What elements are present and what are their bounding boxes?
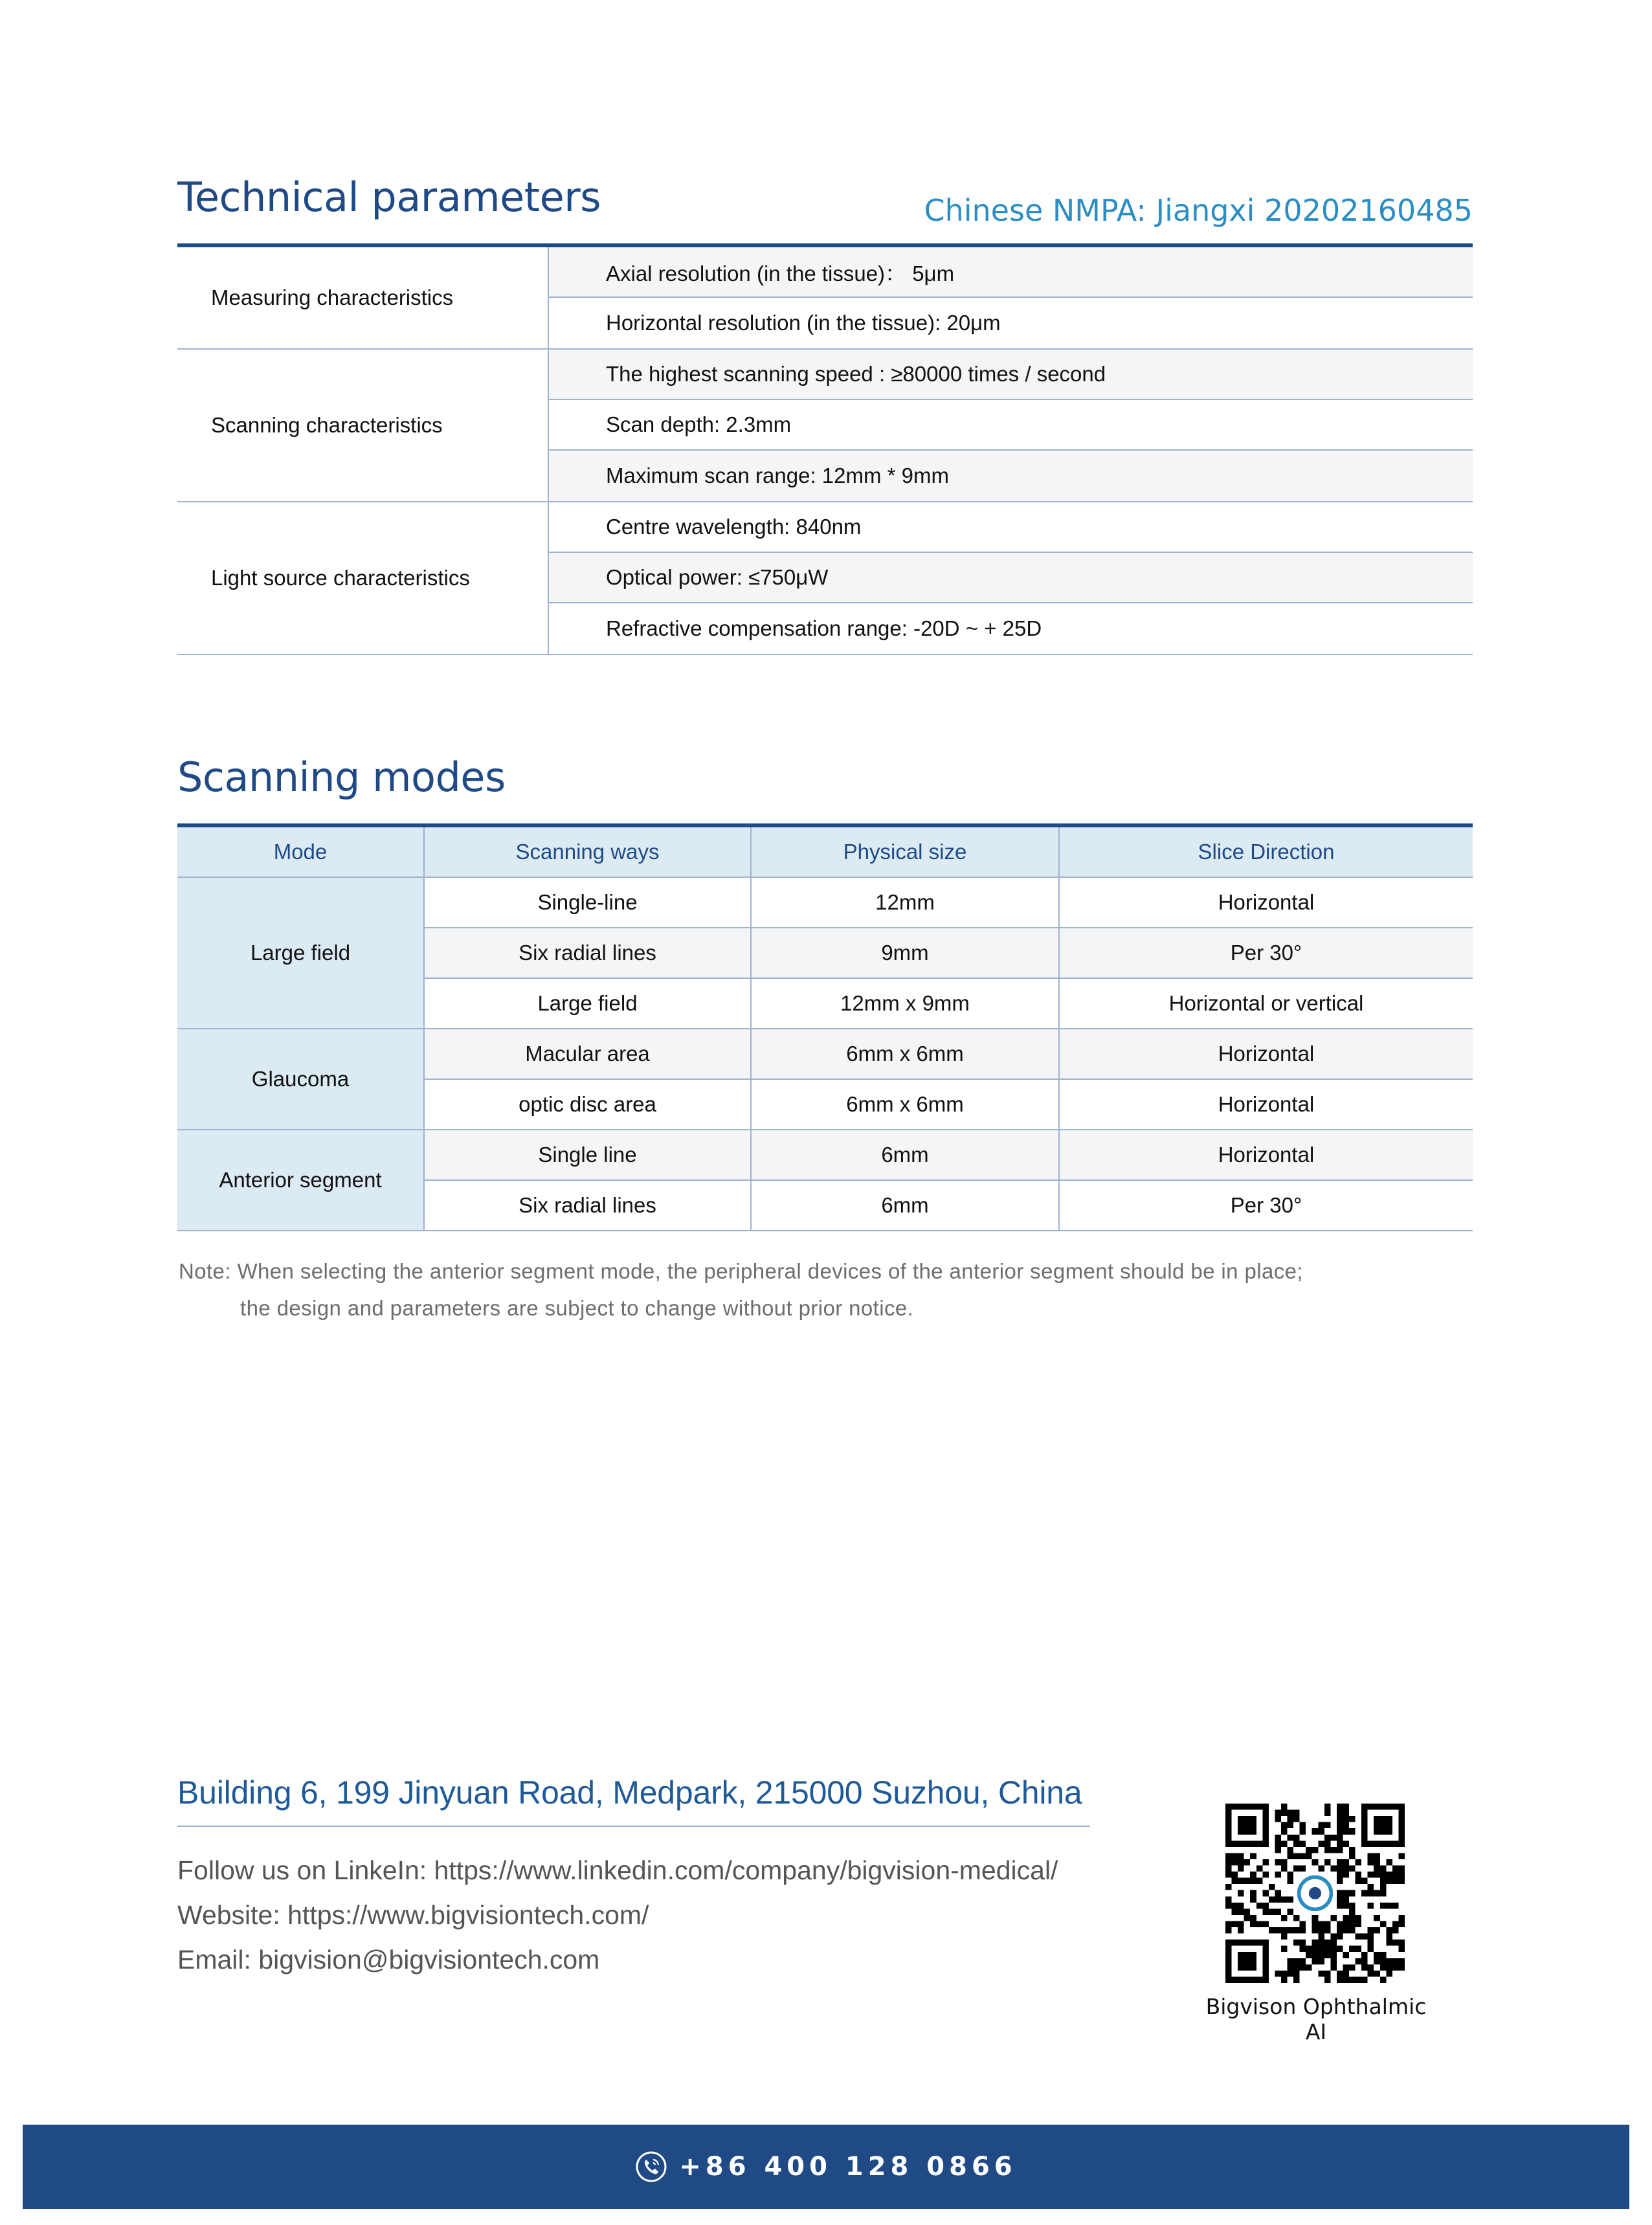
table-cell: Per 30° [1059,928,1473,978]
tp-value: Axial resolution (in the tissue)： 5μm [549,247,1473,298]
tp-value: Maximum scan range: 12mm * 9mm [549,451,1473,501]
table-cell: 12mm x 9mm [751,978,1059,1029]
table-cell: Six radial lines [424,1180,751,1231]
table-cell: Horizontal or vertical [1059,978,1473,1029]
tp-value: Scan depth: 2.3mm [549,400,1473,451]
note-line-2: the design and parameters are subject to change without prior notice. [240,1296,914,1320]
website-link[interactable]: Website: https://www.bigvisiontech.com/ [177,1900,649,1930]
email-link[interactable]: Email: bigvision@bigvisiontech.com [177,1945,600,1974]
table-cell: Horizontal [1059,1079,1473,1130]
column-header-mode: Mode [177,825,424,877]
tp-group-label: Measuring characteristics [177,247,549,348]
table-cell: Six radial lines [424,928,751,978]
table-header-row [177,825,1473,877]
table-cell: 12mm [751,877,1059,928]
table-cell: Horizontal [1059,877,1473,928]
table-row [177,1130,1473,1180]
mode-cell: Anterior segment [177,1130,424,1231]
divider [177,1826,1090,1827]
table-cell: Horizontal [1059,1130,1473,1180]
table-cell: Macular area [424,1029,751,1079]
tp-group-label: Light source characteristics [177,502,549,654]
linkedin-link[interactable]: Follow us on LinkeIn: https://www.linkedin.com/company/bigvision-medical/ [177,1855,1058,1885]
tp-value: The highest scanning speed : ≥80000 times / second [549,350,1473,400]
tp-value: Horizontal resolution (in the tissue): 20μm [606,311,1001,335]
nmpa-registration: Chinese NMPA: Jiangxi 20202160485 [924,193,1473,228]
table-cell: optic disc area [424,1079,751,1130]
table-cell: Horizontal [1059,1029,1473,1079]
mode-cell: Glaucoma [177,1029,424,1130]
table-cell: Large field [424,978,751,1029]
tp-group-measuring [177,247,1473,350]
table-row [177,877,1473,928]
technical-parameters-table [177,243,1473,655]
tp-value: Optical power: ≤750μW [549,553,1473,603]
table-cell: 6mm [751,1130,1059,1180]
mode-cell: Large field [177,877,424,1029]
company-address: Building 6, 199 Jinyuan Road, Medpark, 215000 Suzhou, China [177,1774,1082,1811]
column-header-scanning-ways: Scanning ways [424,825,751,877]
note [179,1253,1303,1326]
note-line-1: Note: When selecting the anterior segment mode, the peripheral devices of the anterior segment should be in place; [179,1259,1303,1283]
table-cell: 6mm x 6mm [751,1079,1059,1130]
tp-group-label: Scanning characteristics [177,350,549,501]
qr-caption: Bigvison Ophthalmic AI [1205,1994,1427,2044]
qr-code [1225,1804,1405,1983]
table-cell: Single line [424,1130,751,1180]
column-header-slice-direction: Slice Direction [1059,825,1473,877]
table-row [177,1029,1473,1079]
tp-group-scanning [177,350,1473,502]
table-cell: Single-line [424,877,751,928]
table-cell: 6mm x 6mm [751,1029,1059,1079]
tp-value: Centre wavelength: 840nm [549,502,1473,553]
footer-bar [23,2125,1629,2209]
tp-value: Refractive compensation range: -20D ~ + 25D [606,616,1042,640]
tp-group-light-source [177,502,1473,655]
table-cell: 6mm [751,1180,1059,1231]
scanning-modes-table [177,823,1473,1231]
scanning-modes-title: Scanning modes [177,754,506,801]
phone-number[interactable]: +86 400 128 0866 [679,2152,1017,2182]
phone-icon [635,2151,667,2183]
table-cell: 9mm [751,928,1059,978]
table-cell: Per 30° [1059,1180,1473,1231]
technical-parameters-title: Technical parameters [177,173,601,221]
column-header-physical-size: Physical size [751,825,1059,877]
